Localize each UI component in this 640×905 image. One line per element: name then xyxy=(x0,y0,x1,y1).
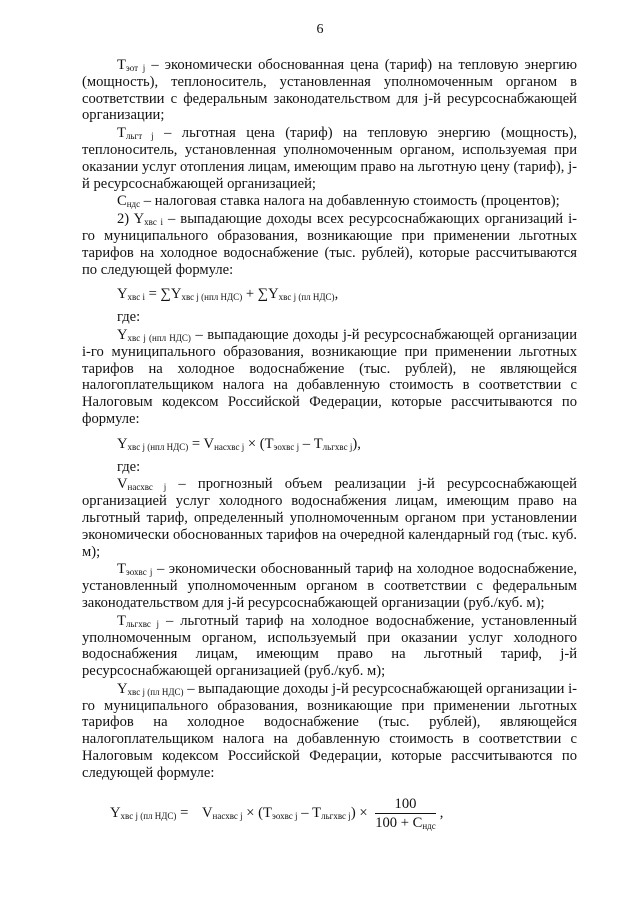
document-body xyxy=(82,57,577,837)
definition-t-lgt: $Т_{льгт j}$ – льготная цена (тариф) на тепловую энергию (мощность), теплоноситель, установленная уполномоченным органом, используемая при оказании услуг отопления лицам, имеющим право на льготную цену (тариф), j-й ресурсоснабжающей организацией; xyxy=(82,125,577,192)
formula-y-pl-nds: $Y_{хвс j (пл НДС)} = V_{насхвс j} \times (Т_{эохвс j} - Т_{льгхвс j})$ × $\frac{100}{100 + С_{ндс}}$ , xyxy=(110,795,444,831)
definition-v-nas: $V_{насхвс j}$ – прогнозный объем реализации j-й ресурсоснабжающей организацией услуг холодного водоснабжения лицам, имеющим право на льготный тариф, определенный уполномоченным органом при установлении экономически обоснованных тарифов на очередной календарный год (тыс. куб. м); xyxy=(82,476,577,560)
formula-y-npl-nds: $Y_{хвс j (нпл НДС)} = V_{насхвс j} \times (Т_{эохвс j} - Т_{льгхвс j})$, xyxy=(117,435,361,452)
definition-y-pl-nds: $Y_{хвс j (пл НДС)}$ – выпадающие доходы j-й ресурсоснабжающей организации i-го муниципального образования, возникающие при применении льготных тарифов на холодное водоснабжение (тыс. рублей), являющейся налогоплательщиком налога на добавленную стоимость в соответствии с Налоговым кодексом Российской Федерации, которые рассчитываются по следующей формуле: xyxy=(82,680,578,781)
definition-c-nds: $С_{ндс}$ – налоговая ставка налога на добавленную стоимость (процентов); xyxy=(117,193,560,210)
item-2-paragraph: 2) $Y_{хвс i}$ – выпадающие доходы всех ресурсоснабжающих организаций i-го муниципального образования, возникающие при применении льготных тарифов на холодное водоснабжение (тыс. рублей), которые рассчитываются по следующей формуле: xyxy=(82,211,577,278)
where-label-1: где: xyxy=(117,309,141,326)
fraction-denominator: $100 + С_{ндс}$ xyxy=(375,814,436,831)
page-number: 6 xyxy=(316,22,324,37)
definition-y-npl-nds: $Y_{хвс j (нпл НДС)}$ – выпадающие доходы j-й ресурсоснабжающей организации i-го муниципального образования, возникающие при применении льготных тарифов на холодное водоснабжение (тыс. рублей), не являющейся налогоплательщиком налога на добавленную стоимость в соответствии с Налоговым кодексом Российской Федерации, которые рассчитываются по формуле: xyxy=(82,326,578,427)
definition-t-lgthvs: $Т_{льгхвс j}$ – льготный тариф на холодное водоснабжение, установленный уполномоченным органом, используемый при оказании услуг холодного водоснабжения лицам, имеющим право на льготный тариф, j-й ресурсоснабжающей организацией (руб./куб. м); xyxy=(82,612,577,680)
where-label-2: где: xyxy=(117,458,141,475)
fraction-numerator: 100 xyxy=(375,796,436,814)
formula-y-hvs-i: $Y_{хвс i} = \sum Y_{хвс j (нпл НДС)} + \sum Y_{хвс j (пл НДС)}$, xyxy=(117,286,339,303)
definition-t-eohvs: $Т_{эохвс j}$ – экономически обоснованный тариф на холодное водоснабжение, установленный уполномоченным органом в соответствии с федеральным законодательством для j-й ресурсоснабжающей организации (руб./куб. м); xyxy=(82,561,577,611)
definition-t-eot: $Т_{эот j}$ – экономически обоснованная цена (тариф) на тепловую энергию (мощность), теплоноситель, установленная уполномоченным органом в соответствии с федеральным законодательством для j-й ресурсоснабжающей организации; xyxy=(82,57,577,124)
fraction xyxy=(375,796,436,831)
